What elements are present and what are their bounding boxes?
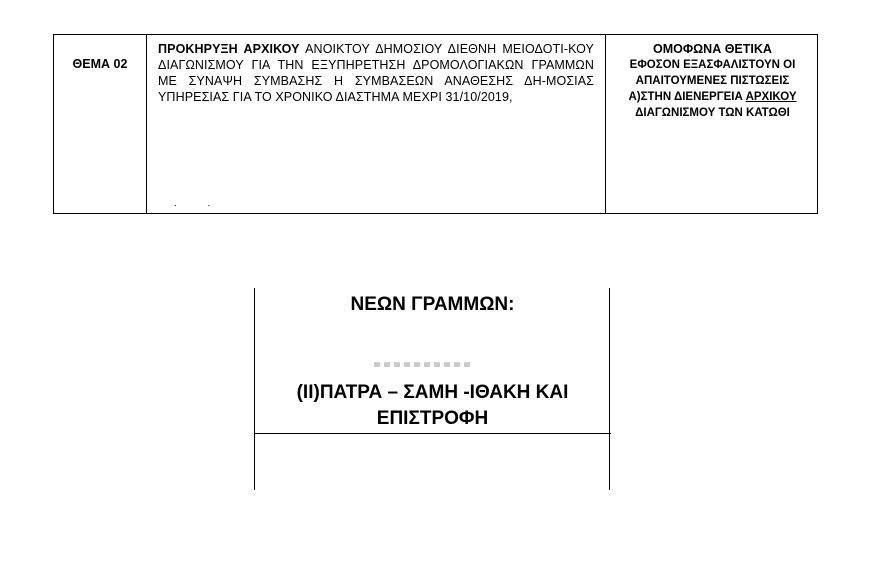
- description-cell: [158, 41, 594, 105]
- decision-cell: [610, 41, 815, 121]
- route-line-1: (ΙΙ)ΠΑΤΡΑ – ΣΑΜΗ -ΙΘΑΚΗ ΚΑΙ: [296, 382, 569, 403]
- route-line-2: ΕΠΙΣΤΡΟΦΗ: [376, 408, 489, 429]
- decision-line-5: ΔΙΑΓΩΝΙΣΜΟΥ ΤΩΝ ΚΑΤΩΘΙ: [635, 107, 790, 119]
- decision-table-row: [53, 34, 818, 214]
- faint-text-artifact: [374, 362, 474, 367]
- decision-line-2: ΕΦΟΣΟΝ ΕΞΑΣΦΑΛΙΣΤΟΥΝ ΟΙ: [629, 59, 796, 71]
- column-divider: [146, 35, 147, 213]
- row-divider: [254, 433, 611, 434]
- new-lines-heading: ΝΕΩΝ ΓΡΑΜΜΩΝ:: [350, 294, 515, 315]
- routes-table: [254, 288, 611, 490]
- decision-line-4: [610, 89, 815, 105]
- decision-line-3: ΑΠΑΙΤΟΥΜΕΝΕΣ ΠΙΣΤΩΣΕΙΣ: [635, 75, 790, 87]
- description-bold: ΠΡΟΚΗΡΥΞΗ ΑΡΧΙΚΟΥ: [158, 42, 300, 56]
- decision-line-4-prefix: Α)ΣΤΗΝ ΔΙΕΝΕΡΓΕΙΑ: [628, 91, 746, 103]
- route-text: [254, 380, 611, 432]
- column-divider: [605, 35, 606, 213]
- stray-dots: . .: [174, 198, 225, 209]
- decision-line-1: ΟΜΟΦΩΝΑ ΘΕΤΙΚΑ: [653, 42, 772, 56]
- subject-cell: ΘΕΜΑ 02: [72, 57, 128, 71]
- decision-line-4-underlined: ΑΡΧΙΚΟΥ: [745, 91, 797, 103]
- description-text: ΑΝΟΙΚΤΟΥ ΔΗΜΟΣΙΟΥ ΔΙΕΘΝΗ ΜΕΙΟΔΟΤΙ-ΚΟΥ ΔΙΑΓΩΝΙΣΜΟΥ ΓΙΑ ΤΗΝ ΕΞΥΠΗΡΕΤΗΣΗ ΔΡΟΜΟΛΟΓΙΑΚΩΝ ΓΡΑΜΜΩΝ ΜΕ ΣΥΝΑΨΗ ΣΥΜΒΑΣΗΣ Η ΣΥΜΒΑΣΕΩΝ ΑΝΑΘΕΣΗΣ ΔΗ-ΜΟΣΙΑΣ ΥΠΗΡΕΣΙΑΣ ΓΙΑ ΤΟ ΧΡΟΝΙΚΟ ΔΙΑΣΤΗΜΑ ΜΕΧΡΙ 31/10/2019,: [158, 42, 594, 104]
